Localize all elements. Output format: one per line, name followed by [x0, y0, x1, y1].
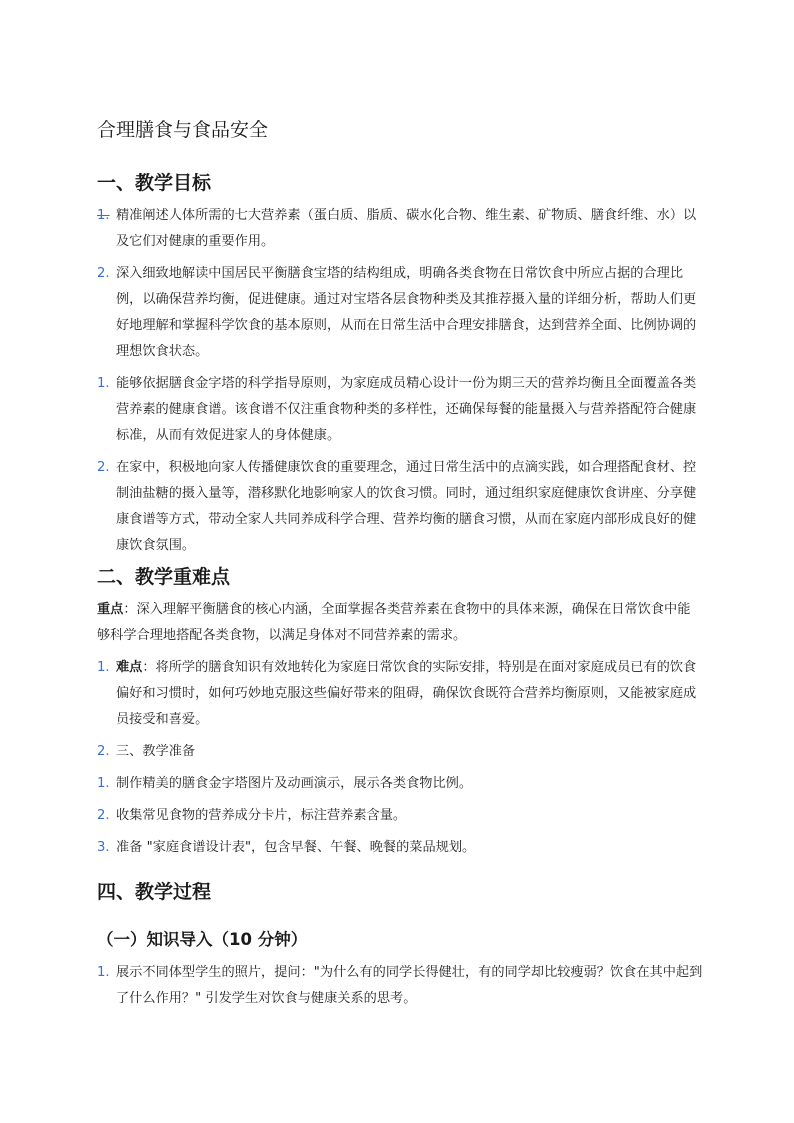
list-number: 3. — [97, 840, 110, 855]
list-number: 1. — [97, 660, 110, 675]
list-item-text: 精准阐述人体所需的七大营养素（蛋白质、脂质、碳水化合物、维生素、矿物质、膳食纤维、水）以及它们对健康的重要作用。 — [116, 208, 697, 249]
list-number: 1. — [97, 376, 110, 391]
process-list — [97, 960, 703, 1012]
list-item-text: 收集常见食物的营养成分卡片，标注营养素含量。 — [116, 808, 407, 823]
list-item — [97, 960, 703, 1012]
list-item-text: 展示不同体型学生的照片，提问："为什么有的同学长得健壮，有的同学却比较瘦弱？饮食在其中起到了什么作用？" 引发学生对饮食与健康关系的思考。 — [116, 965, 703, 1006]
list-item — [97, 261, 703, 365]
list-item-text: 深入细致地解读中国居民平衡膳食宝塔的结构组成，明确各类食物在日常饮食中所应占据的合理比例，以确保营养均衡，促进健康。通过对宝塔各层食物种类及其推荐摄入量的详细分析，帮助人们更好地理解和掌握科学饮食的基本原则，从而在日常生活中合理安排膳食，达到营养全面、比例协调的理想饮食状态。 — [116, 266, 697, 359]
list-number: 2. — [97, 266, 110, 281]
difficulty-label: 难点 — [116, 660, 143, 675]
list-item-text: ：将所学的膳食知识有效地转化为家庭日常饮食的实际安排，特别是在面对家庭成员已有的饮食偏好和习惯时，如何巧妙地克服这些偏好带来的阻碍，确保饮食既符合营养均衡原则，又能被家庭成员接受和喜爱。 — [116, 660, 697, 727]
key-point-text: ：深入理解平衡膳食的核心内涵，全面掌握各类营养素在食物中的具体来源，确保在日常饮食中能够科学合理地搭配各类食物，以满足身体对不同营养素的需求。 — [97, 602, 691, 643]
key-point-paragraph — [97, 597, 703, 649]
list-item-text: 制作精美的膳食金字塔图片及动画演示，展示各类食物比例。 — [116, 776, 473, 791]
section-heading-process: 四、教学过程 — [97, 881, 212, 903]
list-item — [97, 655, 703, 733]
document-title: 合理膳食与食品安全 — [97, 119, 269, 141]
list-item-text: 三、教学准备 — [116, 744, 196, 759]
list-number: 2. — [97, 460, 110, 475]
list-number: 2. — [97, 744, 110, 759]
list-item — [97, 771, 703, 797]
list-number: 1. — [97, 965, 110, 980]
section-heading-objectives: 一、教学目标 — [97, 172, 212, 194]
list-item-text: 准备 "家庭食谱设计表"，包含早餐、午餐、晚餐的菜品规划。 — [116, 840, 476, 855]
key-point-label: 重点 — [97, 602, 124, 617]
list-number: 1. — [97, 208, 110, 223]
list-item — [97, 371, 703, 449]
section-heading-key-points: 二、教学重难点 — [97, 566, 231, 588]
list-item-text: 在家中，积极地向家人传播健康饮食的重要理念，通过日常生活中的点滴实践，如合理搭配食材、控制油盐糖的摄入量等，潜移默化地影响家人的饮食习惯。同时，通过组织家庭健康饮食讲座、分享健康食谱等方式，带动全家人共同养成科学合理、营养均衡的膳食习惯，从而在家庭内部形成良好的健康饮食氛围。 — [116, 460, 697, 553]
list-item — [97, 835, 703, 861]
list-number: 2. — [97, 808, 110, 823]
key-points-block — [97, 597, 703, 861]
list-item — [97, 803, 703, 829]
objectives-list — [97, 203, 703, 559]
list-item — [97, 455, 703, 559]
list-item-text: 能够依据膳食金字塔的科学指导原则，为家庭成员精心设计一份为期三天的营养均衡且全面覆盖各类营养素的健康食谱。该食谱不仅注重食物种类的多样性，还确保每餐的能量摄入与营养搭配符合健康标准，从而有效促进家人的身体健康。 — [116, 376, 697, 443]
list-item — [97, 203, 703, 255]
list-number: 1. — [97, 776, 110, 791]
list-item — [97, 739, 703, 765]
sub-heading-intro: （一）知识导入（10 分钟） — [97, 930, 308, 949]
